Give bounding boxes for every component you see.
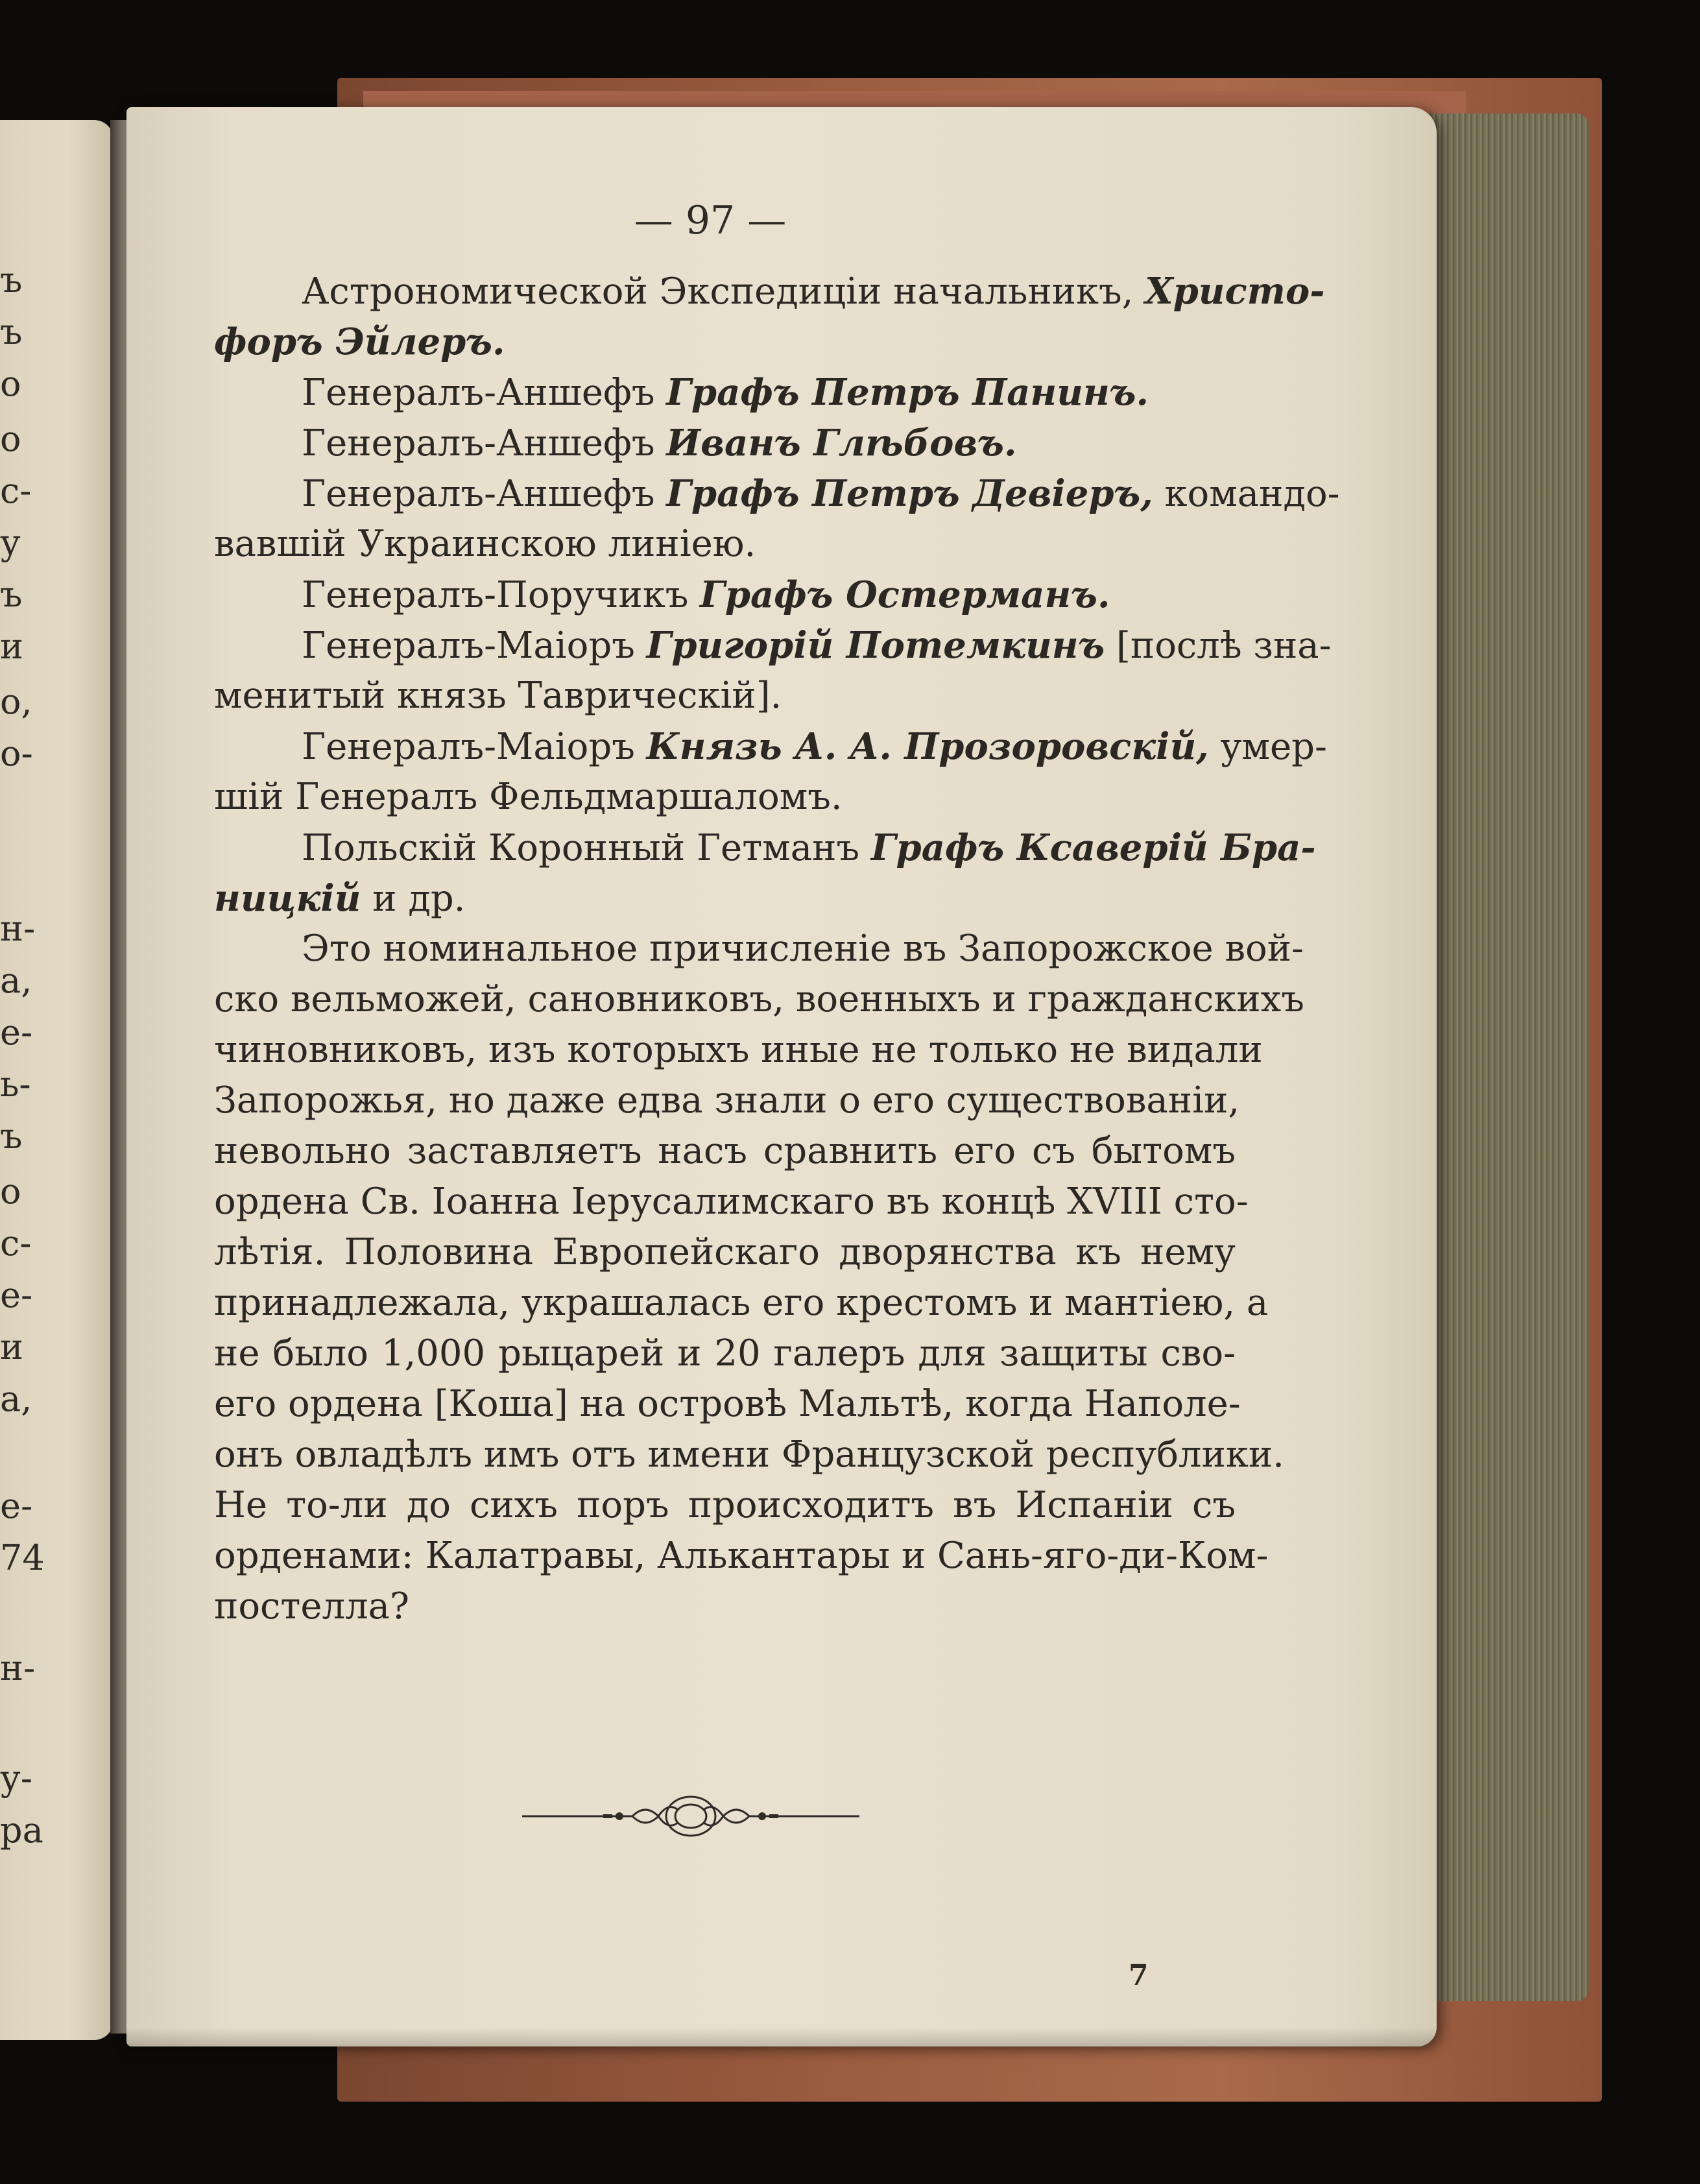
paragraph-line: лѣтія. Половина Европейскаго дворянства къ нему [214,1231,1236,1273]
paragraph-line: Это номинальное причисленіе въ Запорожское вой- [302,928,1304,970]
previous-page-fragment: н- [0,1648,36,1688]
previous-page-fragment: у- [0,1758,33,1799]
previous-page-fragment: е- [0,1012,33,1053]
text-line: форъ Эйлеръ. [214,320,505,363]
paragraph-line: Не то-ли до сихъ поръ происходитъ въ Испаніи съ [214,1484,1236,1526]
previous-page-fragment: о [0,1171,21,1212]
paragraph-line: невольно заставляетъ насъ сравнить его съ бытомъ [214,1130,1236,1172]
text-line: Генералъ-Поручикъ Графъ Остерманъ. [302,573,1110,616]
paragraph-line: не было 1,000 рыцарей и 20 галеръ для защиты сво- [214,1332,1236,1374]
previous-page-fragment: н- [0,908,36,949]
previous-page-fragment: с- [0,470,32,511]
previous-page-fragment: ъ [0,259,23,300]
paragraph-line: принадлежала, украшалась его крестомъ и мантіею, а [214,1282,1269,1324]
previous-page-fragment: у [0,522,21,563]
previous-page-fragment: о, [0,681,32,722]
paragraph-line: постелла? [214,1585,410,1627]
text-line: Генералъ-Маіоръ Князь А. А. Прозоровскій, умер- [302,725,1327,768]
previous-page-fragment: ъ [0,311,23,352]
previous-page-fragment: а, [0,960,32,1001]
previous-page-fragment: е- [0,1275,33,1315]
previous-page-fragment: о [0,363,21,404]
book-page [126,107,1437,2046]
previous-page-fragment: ъ [0,1116,23,1157]
text-line: шій Генералъ Фельдмаршаломъ. [214,776,843,818]
previous-page-fragment: и [0,1326,23,1367]
paragraph-line: чиновниковъ, изъ которыхъ иные не только не видали [214,1029,1263,1071]
previous-page-fragment: о- [0,733,33,774]
text-line: вавшій Украинскою линіею. [214,523,756,565]
previous-page-fragment: ра [0,1810,43,1851]
page-edges-stack [1420,114,1589,2001]
text-line: Астрономической Экспедиціи начальникъ, Христо- [302,270,1325,313]
paragraph-line: Запорожья, но даже едва знали о его существованіи, [214,1079,1240,1122]
page-number: — 97 — [634,198,787,243]
paragraph-line: орденами: Калатравы, Алькантары и Сань-яго-ди-Ком- [214,1535,1269,1577]
paragraph-line: ско вельможей, сановниковъ, военныхъ и гражданскихъ [214,978,1304,1020]
paragraph-line: ордена Св. Іоанна Іерусалимскаго въ концѣ XVIII сто- [214,1181,1249,1223]
previous-page-fragment: о [0,418,21,459]
text-line: Генералъ-Аншефъ Графъ Петръ Девіеръ, командо- [302,472,1340,515]
previous-page-fragment: ъ [0,574,23,615]
text-line: Польскій Коронный Гетманъ Графъ Ксаверій Бра- [302,826,1316,869]
ornament-divider-icon [522,1781,859,1852]
previous-page-fragment: и [0,626,23,667]
text-line: менитый князь Таврическій]. [214,675,782,717]
printer-signature-mark: 7 [1129,1959,1149,1992]
previous-page-fragment: 74 [0,1537,45,1578]
text-line: Генералъ-Аншефъ Иванъ Глѣбовъ. [302,422,1017,464]
previous-page-fragment: а, [0,1378,32,1419]
text-line: Генералъ-Аншефъ Графъ Петръ Панинъ. [302,371,1149,414]
paragraph-line: онъ овладѣлъ имъ отъ имени Французской республики. [214,1434,1284,1476]
previous-page-fragment: ь- [0,1064,31,1105]
text-line: Генералъ-Маіоръ Григорій Потемкинъ [послѣ зна- [302,624,1332,667]
previous-page [0,120,114,2040]
page-bottom-shadow [126,2027,1437,2046]
page-body-text [214,266,1340,1632]
text-line: ницкій и др. [214,877,466,920]
paragraph-line: его ордена [Коша] на островѣ Мальтѣ, когда Наполе- [214,1383,1241,1425]
previous-page-fragment: е- [0,1485,33,1526]
previous-page-fragment: с- [0,1223,32,1264]
